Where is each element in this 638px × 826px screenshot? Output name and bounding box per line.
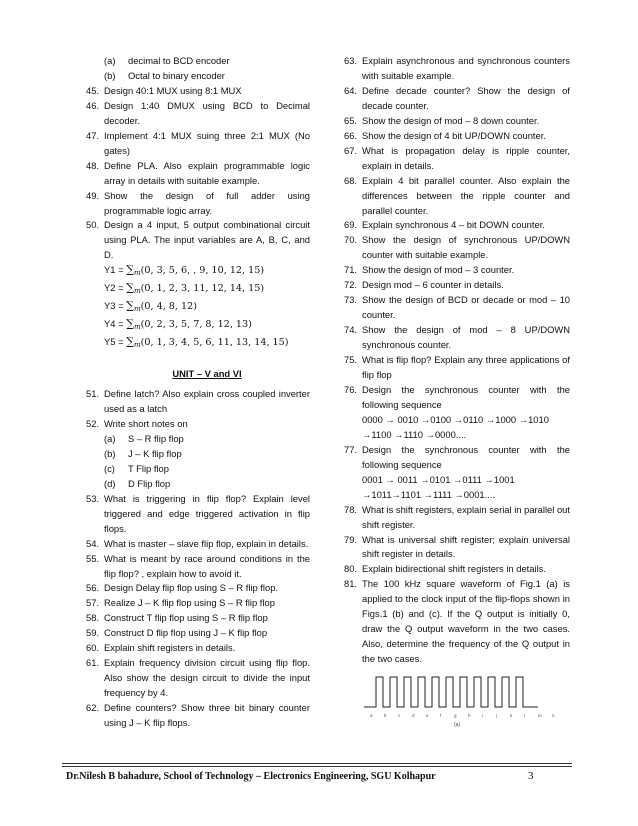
- waveform-tick-label: h: [468, 713, 471, 719]
- sequence-line: 0000 → 0010 →0100 →0110 →1000 →1010: [362, 413, 549, 425]
- question-number: 52.: [86, 417, 100, 429]
- sequence-line: →1100 →1110 →0000....: [362, 428, 467, 440]
- question-item: [344, 144, 570, 174]
- question-item: [86, 84, 310, 99]
- waveform-tick-label: g: [454, 713, 457, 719]
- question-text: What is flip flop? Explain any three applications of flip flop: [362, 354, 570, 381]
- question-text: Show the design of 4 bit UP/DOWN counter.: [362, 129, 546, 141]
- question-text: What is propagation delay is ripple counter, explain in details.: [362, 144, 570, 171]
- question-item: [86, 641, 310, 656]
- question-item: [86, 417, 310, 432]
- question-number: 79.: [344, 533, 358, 545]
- formula-line: $Y3 = \sum_m(0$, 4, 8, 12): [104, 299, 197, 314]
- question-item: [344, 218, 570, 233]
- right-column: [344, 54, 570, 734]
- waveform-tick-label: j: [496, 713, 497, 719]
- sub-item: [86, 432, 310, 447]
- question-text: Explain shift registers in details.: [104, 642, 236, 654]
- question-item: [86, 611, 310, 626]
- question-number: 47.: [86, 129, 100, 141]
- question-text: What is triggering in flip flop? Explain level triggered and edge triggered activation in flip flops.: [104, 492, 310, 534]
- question-number: 77.: [344, 443, 358, 455]
- question-text: Construct D flip flop using J – K flip flop: [104, 627, 268, 639]
- question-item: [344, 533, 570, 563]
- question-text: Show the design of mod – 3 counter.: [362, 264, 515, 276]
- question-number: 73.: [344, 294, 358, 306]
- sub-item-text: Octal to binary encoder: [128, 69, 225, 81]
- formula-line: $Y5 = \sum_m(0$, 1, 3, 4, 5, 6, 11, 13, 14, 15): [104, 335, 289, 350]
- question-text: Realize J – K flip flop using S – R flip flop: [104, 597, 275, 609]
- question-text: Design the synchronous counter with the following sequence 0001 → 0011 →0101 →0111 →1001 →1011→1101 →1111 →0001....: [362, 443, 570, 503]
- question-number: 67.: [344, 144, 358, 156]
- question-item: [86, 626, 310, 641]
- sigma-symbol: ∑: [126, 299, 135, 313]
- unit-heading: UNIT – V and VI: [172, 368, 242, 380]
- waveform-tick-label: f: [440, 713, 442, 719]
- question-number: 50.: [86, 219, 100, 231]
- sigma-symbol: ∑: [126, 335, 135, 349]
- question-item: [86, 492, 310, 537]
- question-text: Design 40:1 MUX using 8:1 MUX: [104, 84, 242, 96]
- question-item: [344, 443, 570, 503]
- question-number: 57.: [86, 597, 100, 609]
- sub-item: [86, 447, 310, 462]
- formula-line: $Y1 = \sum_m(0$, 3, 5, 6, , 9, 10, 12, 15): [104, 263, 265, 278]
- question-number: 76.: [344, 383, 358, 395]
- question-text: Show the design of full adder using programmable logic array.: [104, 189, 310, 216]
- sub-item-text: D Flip flop: [128, 477, 171, 489]
- question-number: 61.: [86, 657, 100, 669]
- sigma-symbol: ∑: [126, 263, 135, 277]
- question-number: 58.: [86, 612, 100, 624]
- question-item: [344, 174, 570, 219]
- question-text: Implement 4:1 MUX suing three 2:1 MUX (No gates): [104, 129, 310, 156]
- waveform-tick-label: m: [538, 713, 542, 719]
- question-item: [344, 323, 570, 353]
- question-number: 66.: [344, 129, 358, 141]
- question-item: [344, 503, 570, 533]
- formula-line: $Y4 = \sum_m(0$, 2, 3, 5, 7, 8, 12, 13): [104, 317, 252, 332]
- question-text: Design the synchronous counter with the following sequence 0000 → 0010 →0100 →0110 →1000 →1010 →1100 →1110 →0000....: [362, 383, 570, 443]
- question-number: 49.: [86, 189, 100, 201]
- footer-rule: [62, 766, 572, 767]
- sub-item-text: S – R flip flop: [128, 432, 184, 444]
- question-number: 81.: [344, 578, 358, 590]
- question-number: 65.: [344, 114, 358, 126]
- question-text: Explain bidirectional shift registers in details.: [362, 563, 546, 575]
- sub-item-text: decimal to BCD encoder: [128, 55, 230, 66]
- question-item: [86, 537, 310, 552]
- page-number: 3: [528, 770, 534, 782]
- sub-item: [86, 462, 310, 477]
- question-text: Design Delay flip flop using S – R flip flop.: [104, 582, 279, 594]
- question-text: What is meant by race around conditions in the flip flop? , explain how to avoid it.: [104, 552, 310, 579]
- question-text: Show the design of mod – 8 down counter.: [362, 114, 540, 126]
- sub-item-label: (a): [104, 55, 116, 66]
- waveform-trace: [364, 677, 538, 707]
- question-item: [344, 577, 570, 667]
- question-item: [344, 54, 570, 84]
- question-item: [344, 114, 570, 129]
- left-column: [86, 54, 310, 731]
- question-item: [86, 656, 310, 701]
- question-text: The 100 kHz square waveform of Fig.1 (a) is applied to the clock input of the flip-flops shown in Figs.1 (b) and (c). If the Q output is initially 0, draw the Q output waveform in the two cases. Also, determine the frequency of the Q output in the two cases.: [362, 578, 570, 665]
- sub-item-text: J – K flip flop: [128, 447, 182, 459]
- footer-rule: [62, 763, 572, 764]
- question-number: 54.: [86, 537, 100, 549]
- question-number: 74.: [344, 324, 358, 336]
- question-number: 55.: [86, 552, 100, 564]
- question-number: 71.: [344, 264, 358, 276]
- question-item: [86, 189, 310, 219]
- square-waveform-figure: [362, 673, 572, 729]
- question-number: 45.: [86, 84, 100, 96]
- question-number: 53.: [86, 492, 100, 504]
- waveform-tick-label: n: [552, 713, 555, 719]
- question-text: Explain frequency division circuit using flip flop. Also show the design circuit to divide the input frequency by 4.: [104, 657, 310, 699]
- question-number: 69.: [344, 219, 358, 231]
- question-text: Construct T flip flop using S – R flip flop: [104, 612, 268, 624]
- question-number: 63.: [344, 55, 358, 66]
- question-number: 51.: [86, 388, 100, 400]
- waveform-tick-label: e: [426, 713, 429, 719]
- sub-item-label: (b): [104, 69, 116, 81]
- question-item: [344, 233, 570, 263]
- question-text: Show the design of BCD or decade or mod – 10 counter.: [362, 294, 570, 321]
- question-text: Show the design of synchronous UP/DOWN counter with suitable example.: [362, 234, 570, 261]
- sigma-symbol: ∑: [126, 281, 135, 295]
- sub-item-label: (d): [104, 477, 116, 489]
- question-text: Design a 4 input, 5 output combinational circuit using PLA. The input variables are A, B, C, and D.: [104, 219, 310, 261]
- question-number: 80.: [344, 563, 358, 575]
- question-number: 46.: [86, 99, 100, 111]
- sub-item-text: T Flip flop: [128, 462, 169, 474]
- question-number: 64.: [344, 84, 358, 96]
- sub-item: [86, 54, 310, 69]
- question-number: 56.: [86, 582, 100, 594]
- question-number: 72.: [344, 279, 358, 291]
- formula-line: $Y2 = \sum_m(0$, 1, 2, 3, 11, 12, 14, 15): [104, 281, 265, 296]
- question-text: Define PLA. Also explain programmable logic array in details with suitable example.: [104, 159, 310, 186]
- question-text: What is shift registers, explain serial in parallel out shift register.: [362, 503, 570, 530]
- question-item: [344, 353, 570, 383]
- question-text: Explain synchronous 4 – bit DOWN counter.: [362, 219, 545, 231]
- question-item: [86, 159, 310, 189]
- question-text: Explain 4 bit parallel counter. Also explain the differences between the ripple counter and parallel counter.: [362, 174, 570, 216]
- sub-item-label: (b): [104, 447, 116, 459]
- sub-item: [86, 69, 310, 84]
- question-text: Show the design of mod – 8 UP/DOWN synchronous counter.: [362, 324, 570, 351]
- question-number: 62.: [86, 702, 100, 714]
- question-item: [86, 701, 310, 731]
- sequence-line: 0001 → 0011 →0101 →0111 →1001: [362, 473, 515, 485]
- question-number: 70.: [344, 234, 358, 246]
- waveform-tick-label: k: [510, 713, 513, 719]
- sequence-line: →1011→1101 →1111 →0001....: [362, 488, 496, 500]
- question-item: [344, 278, 570, 293]
- question-text: Define decade counter? Show the design of decade counter.: [362, 84, 570, 111]
- page-footer: Dr.Nilesh B bahadure, School of Technology – Electronics Engineering, SGU Kolhapur: [66, 771, 436, 782]
- waveform-tick-label: c: [398, 713, 401, 719]
- question-item: [344, 263, 570, 278]
- waveform-tick-label: a: [370, 713, 373, 719]
- question-text: Define latch? Also explain cross coupled inverter used as a latch: [104, 388, 310, 415]
- question-text: Write short notes on: [104, 417, 188, 429]
- question-text: What is master – slave flip flop, explain in details.: [104, 537, 309, 549]
- question-item: [86, 387, 310, 417]
- question-number: 78.: [344, 503, 358, 515]
- question-text: What is universal shift register; explain universal shift register in details.: [362, 533, 570, 560]
- question-number: 68.: [344, 174, 358, 186]
- waveform-tick-label: l: [524, 713, 525, 719]
- question-number: 59.: [86, 627, 100, 639]
- question-text: Define counters? Show three bit binary counter using J – K flip flops.: [104, 702, 310, 729]
- question-item: [86, 99, 310, 129]
- sub-item: [86, 477, 310, 492]
- question-item: [86, 581, 310, 596]
- question-number: 48.: [86, 159, 100, 171]
- waveform-caption: (a): [454, 722, 461, 729]
- question-item: [86, 596, 310, 611]
- waveform-tick-label: d: [412, 713, 415, 719]
- question-item: [344, 293, 570, 323]
- waveform-tick-label: b: [384, 713, 387, 719]
- question-number: 75.: [344, 354, 358, 366]
- question-item: [86, 552, 310, 582]
- question-text: Design mod – 6 counter in details.: [362, 279, 504, 291]
- waveform-tick-label: i: [482, 713, 483, 719]
- question-number: 60.: [86, 642, 100, 654]
- question-text: Design 1:40 DMUX using BCD to Decimal decoder.: [104, 99, 310, 126]
- question-item: [344, 562, 570, 577]
- question-item: [86, 129, 310, 159]
- question-item: [344, 383, 570, 443]
- question-item: [344, 129, 570, 144]
- question-item: [86, 218, 310, 263]
- sub-item-label: (a): [104, 432, 116, 444]
- sub-item-label: (c): [104, 462, 115, 474]
- question-item: [344, 84, 570, 114]
- question-text: Explain asynchronous and synchronous counters with suitable example.: [362, 55, 570, 81]
- sigma-symbol: ∑: [126, 317, 135, 331]
